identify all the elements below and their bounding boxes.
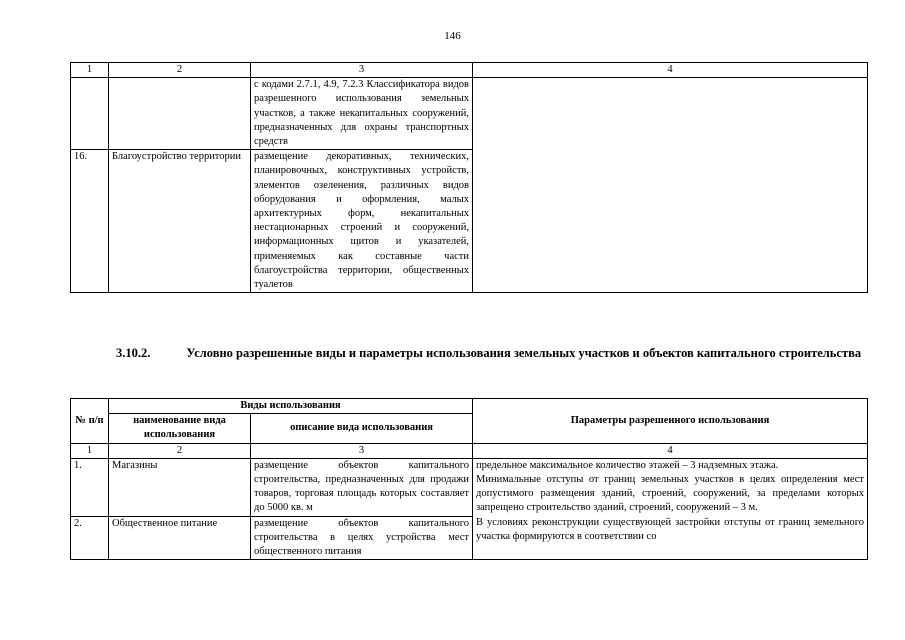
table-row: [71, 78, 868, 150]
use-name: Общественное питание: [109, 516, 251, 560]
row-number: 2.: [71, 516, 109, 560]
page-number: 146: [444, 30, 461, 42]
column-number: 2: [109, 63, 251, 78]
column-number: 4: [473, 63, 868, 78]
land-use-table-continued: [70, 62, 868, 293]
parameter-paragraph: Минимальные отступы от границ земельных участков в целях определения мест допустимого размещения зданий, строений, сооружений, за пределами которых запрещено строительство зданий, строений, сооружений – 3 м.: [476, 474, 865, 514]
column-number: 4: [473, 443, 868, 458]
column-number-row: [71, 443, 868, 458]
use-description: размещение декоративных, технических, планировочных, конструктивных устройств, элементов озеленения, различных видов оборудования и оформления, малых архитектурных форм, некапитальных нестационарных строений и сооружений, информационных щитов и указателей, применяемых как составные части благоустройства территории, общественных туалетов: [251, 150, 473, 293]
section-title: Условно разрешенные виды и параметры использования земельных участков и объектов капитального строительства: [186, 346, 862, 360]
conditional-use-table: [70, 398, 868, 560]
parameter-paragraph: В условиях реконструкции существующей застройки отступы от границ земельного участка формируются в соответствии со: [476, 516, 865, 542]
use-parameters: [473, 78, 868, 293]
use-name: Благоустройство территории: [109, 150, 251, 293]
use-description: с кодами 2.7.1, 4.9, 7.2.3 Классификатора видов разрешенного использования земельных участков, а также некапитальных сооружений, предназначенных для охраны транспортных средств: [251, 78, 473, 150]
use-name: Магазины: [109, 458, 251, 516]
column-number: 3: [251, 443, 473, 458]
use-name: [109, 78, 251, 150]
column-number: 2: [109, 443, 251, 458]
header-row: [71, 399, 868, 414]
header-use-types: Виды использования: [109, 399, 473, 414]
section-number: 3.10.2.: [116, 346, 151, 360]
use-parameters: [473, 458, 868, 559]
row-number: [71, 78, 109, 150]
column-number: 1: [71, 443, 109, 458]
header-use-name: наименование вида использования: [109, 414, 251, 443]
column-number: 1: [71, 63, 109, 78]
column-number: 3: [251, 63, 473, 78]
row-number: 16.: [71, 150, 109, 293]
use-description: размещение объектов капитального строительства, предназначенных для продажи товаров, торговая площадь которых составляет до 5000 кв. м: [251, 458, 473, 516]
parameter-paragraph: предельное максимальное количество этажей – 3 надземных этажа.: [476, 459, 779, 471]
section-heading: [70, 345, 867, 361]
row-number: 1.: [71, 458, 109, 516]
header-parameters: Параметры разрешенного использования: [473, 399, 868, 444]
use-description: размещение объектов капитального строительства в целях устройства мест общественного питания: [251, 516, 473, 560]
header-use-description: описание вида использования: [251, 414, 473, 443]
column-number-row: [71, 63, 868, 78]
table-row: [71, 458, 868, 516]
header-row-number: № п/п: [71, 399, 109, 444]
